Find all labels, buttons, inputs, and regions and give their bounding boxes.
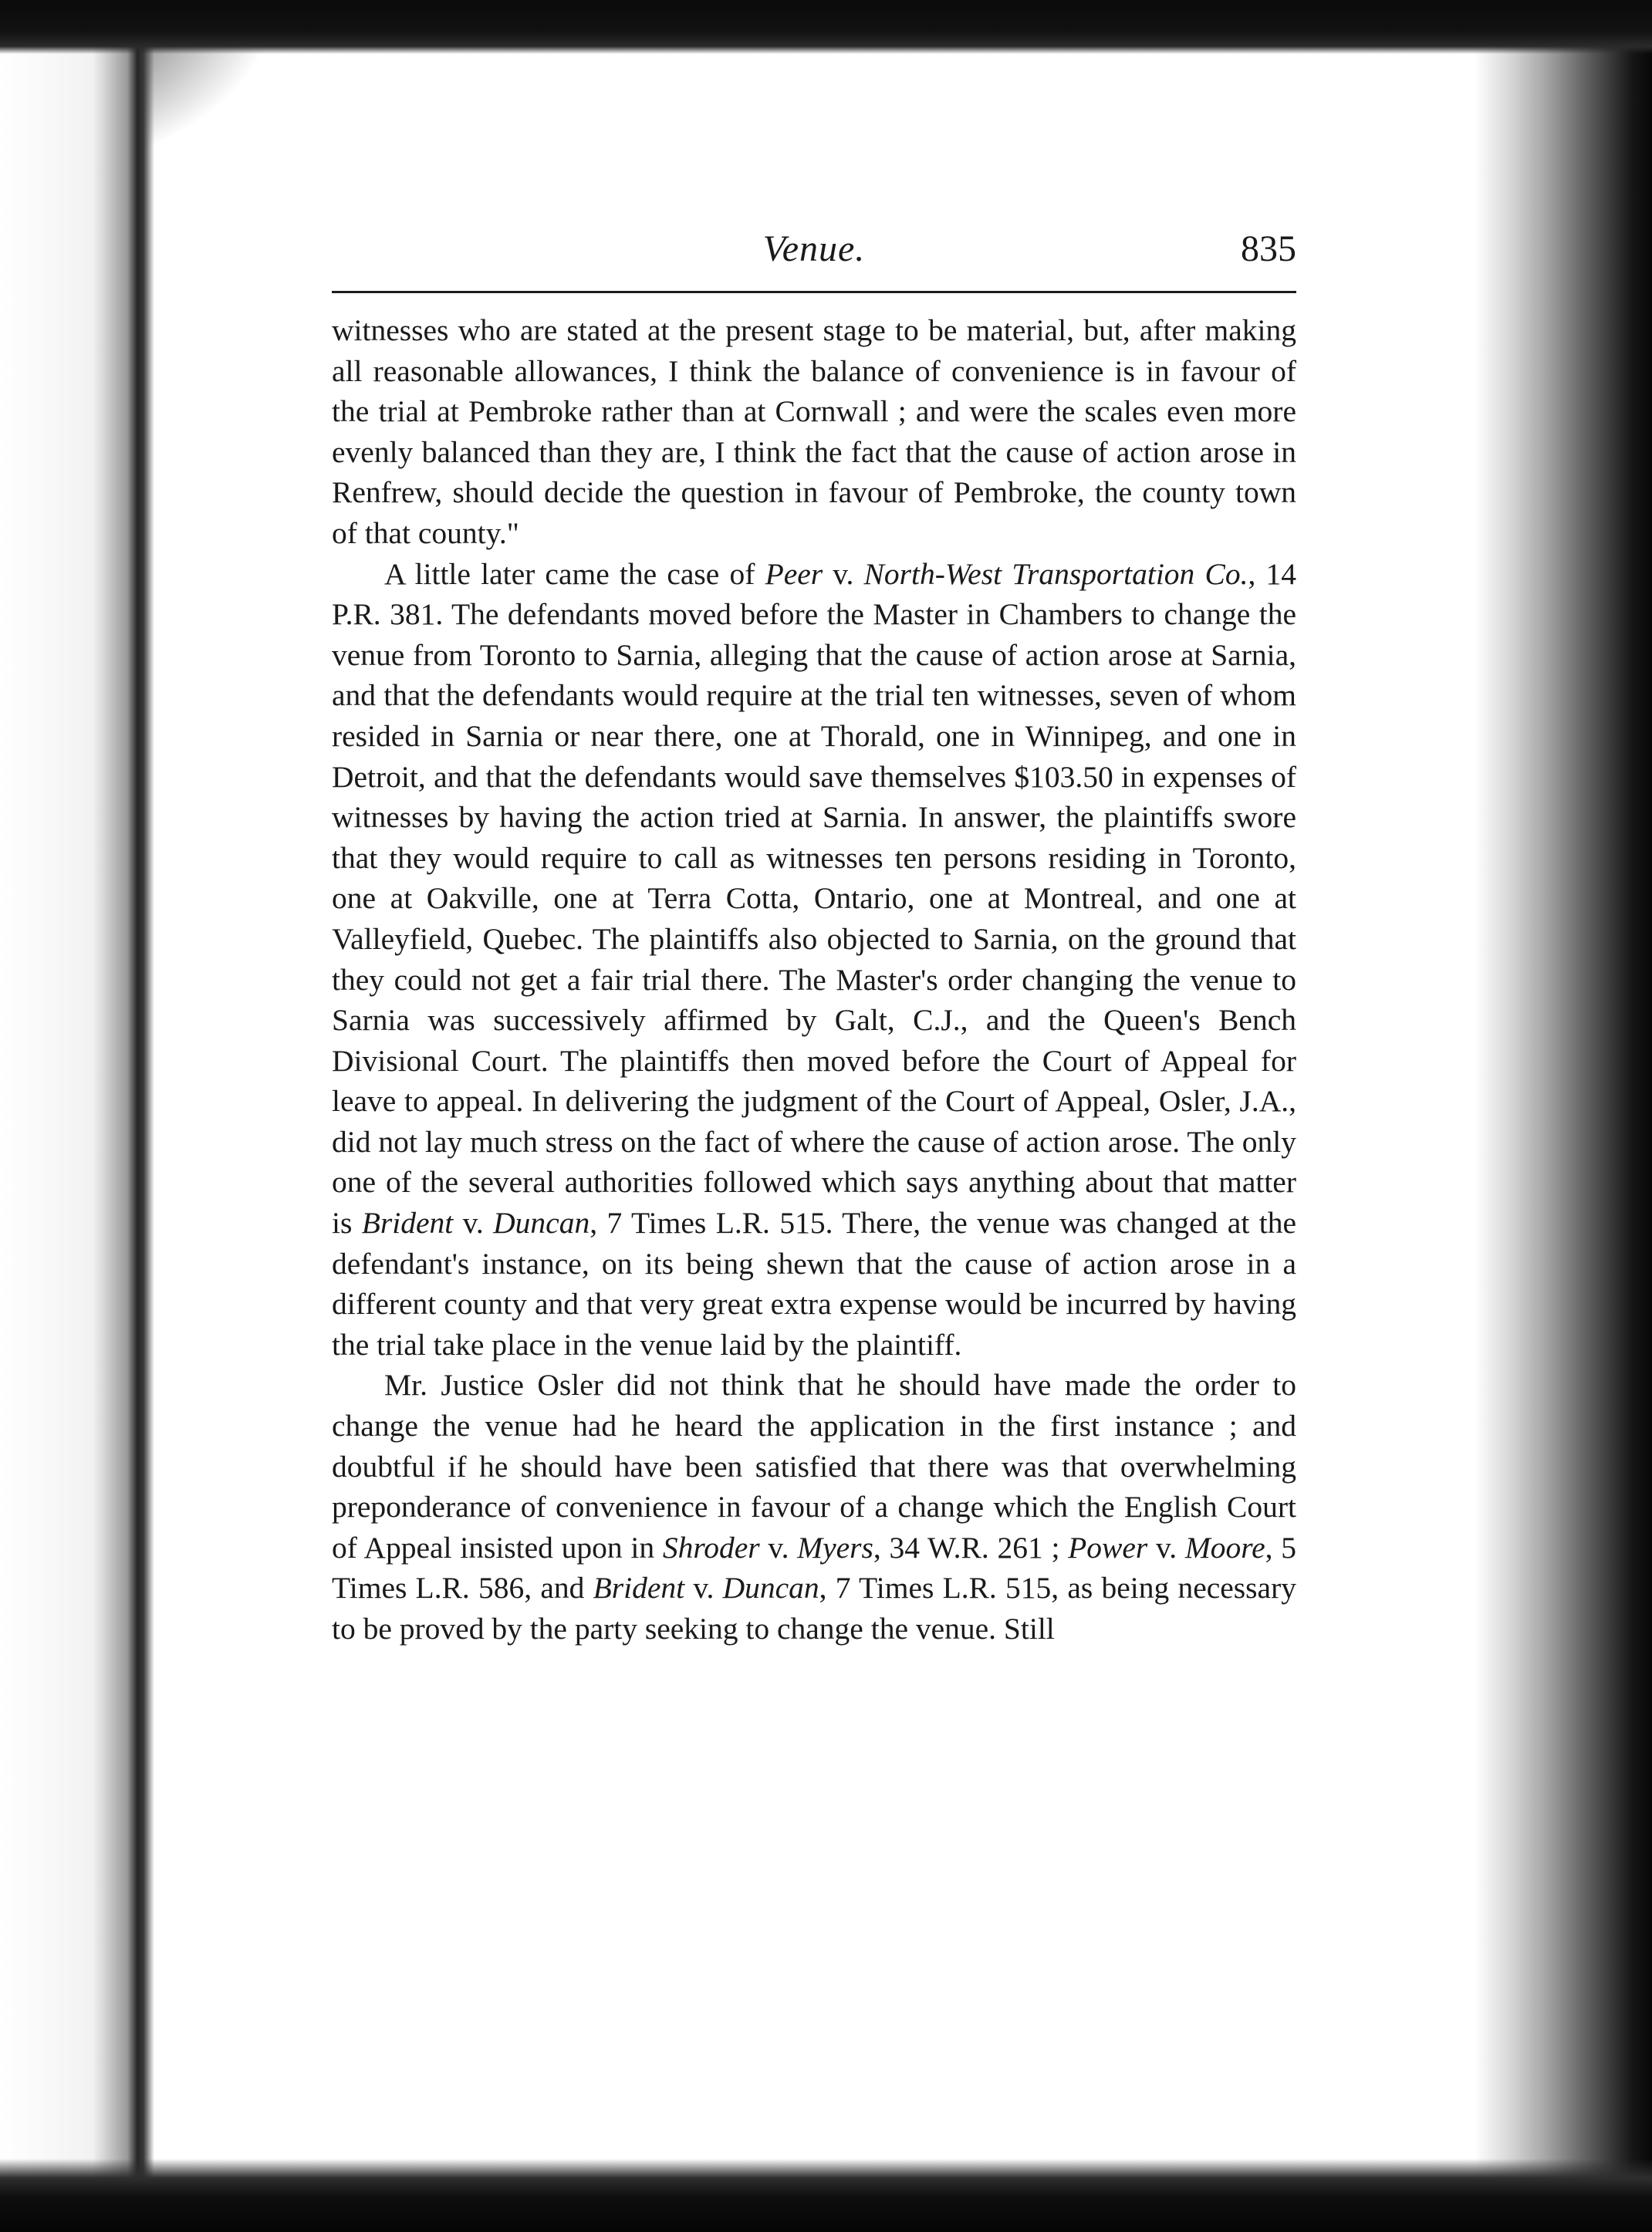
case-name: Myers bbox=[797, 1530, 873, 1565]
case-name: Shroder bbox=[662, 1530, 760, 1565]
case-name: Duncan bbox=[722, 1571, 819, 1606]
running-head bbox=[332, 228, 1296, 289]
scan-border-right bbox=[1475, 0, 1652, 2232]
page-number: 835 bbox=[1241, 228, 1296, 269]
case-name: Duncan bbox=[493, 1206, 590, 1241]
scan-border-top bbox=[0, 0, 1652, 54]
running-title: Venue. bbox=[762, 228, 866, 269]
book-page bbox=[332, 228, 1296, 1650]
head-rule bbox=[332, 291, 1296, 293]
paragraph-3: Mr. Justice Osler did not think that he should have made the order to change the venue had he heard the application in the first instance ; and doubtful if he should have been satisfied that there was that overwhelming preponderance of convenience in favour of a change which the English Court of Appeal insisted upon in Shroder v. Myers, 34 W.R. 261 ; Power v. Moore, 5 Times L.R. 586, and Brident v. Duncan, 7 Times L.R. 515, as being necessary to be proved by the party seeking to change the venue. Still bbox=[332, 1368, 1297, 1646]
case-name: Brident bbox=[593, 1571, 685, 1606]
case-name: Power bbox=[1068, 1530, 1148, 1565]
case-name: Moore bbox=[1184, 1530, 1265, 1565]
case-name: Peer bbox=[765, 556, 823, 591]
scan-border-bottom bbox=[0, 2159, 1652, 2232]
paragraph-1: witnesses who are stated at the present stage to be material, but, after making all reasonable allowances, I think the balance of convenience is in favour of the trial at Pembroke rather than at Cornwall ; and were the scales even more evenly balanced than they are, I think the fact that the cause of action arose in Renfrew, should decide the question in favour of Pembroke, the county town of that county." bbox=[332, 313, 1296, 550]
case-name: North-West Transportation Co. bbox=[863, 556, 1248, 591]
case-name: Brident bbox=[361, 1206, 454, 1241]
body-text bbox=[332, 310, 1296, 1650]
scan-border-left bbox=[0, 0, 154, 2232]
paragraph-2: A little later came the case of Peer v. North-West Transportation Co., 14 P.R. 381. The defendants moved before the Master in Chambers to change the venue from Toronto to Sarnia, alleging that the cause of action arose at Sarnia, and that the defendants would require at the trial ten witnesses, seven of whom resided in Sarnia or near there, one at Thorald, one in Winnipeg, and one in Detroit, and that the defendants would save themselves $103.50 in expenses of witnesses by having the action tried at Sarnia. In answer, the plaintiffs swore that they would require to call as witnesses ten persons residing in Toronto, one at Oakville, one at Terra Cotta, Ontario, one at Montreal, and one at Valleyfield, Quebec. The plaintiffs also objected to Sarnia, on the ground that they could not get a fair trial there. The Master's order changing the venue to Sarnia was successively affirmed by Galt, C.J., and the Queen's Bench Divisional Court. The plaintiffs then moved before the Court of Appeal for leave to appeal. In delivering the judgment of the Court of Appeal, Osler, J.A., did not lay much stress on the fact of where the cause of action arose. The only one of the several authorities followed which says anything about that matter is Brident v. Duncan, 7 Times L.R. 515. There, the venue was changed at the defendant's instance, on its being shewn that the cause of action arose in a different county and that very great extra expense would be incurred by having the trial take place in the venue laid by the plaintiff. bbox=[332, 556, 1296, 1362]
